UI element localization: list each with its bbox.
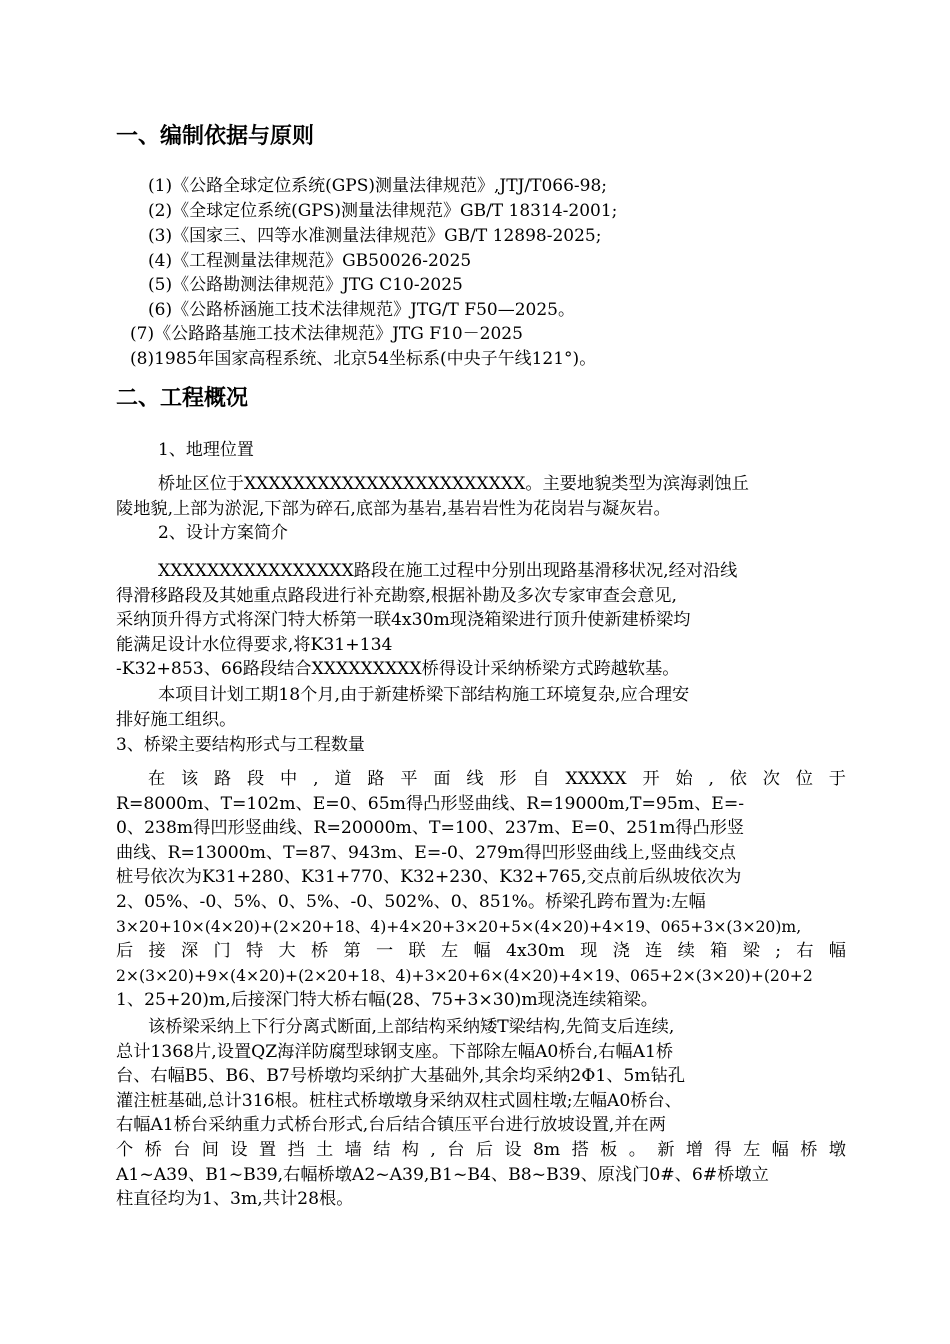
basis-item-8: (8)1985年国家高程系统、北京54坐标系(中央子午线121°)。 bbox=[130, 349, 597, 369]
basis-item-4: (4)《工程测量法律规范》GB50026-2025 bbox=[148, 251, 472, 271]
paragraph-alignment bbox=[116, 767, 846, 1013]
text-line: 灌注桩基础,总计316根。桩柱式桥墩墩身采纳双柱式圆柱墩;左幅A0桥台、 bbox=[116, 1090, 682, 1111]
text-line: 桩号依次为K31+280、K31+770、K32+230、K32+765,交点前后纵坡依次为 bbox=[116, 867, 742, 888]
text-line: 台、右幅B5、B6、B7号桥墩均采纳扩大基础外,其余均采纳2Φ1、5m钻孔 bbox=[116, 1066, 686, 1087]
paragraph-schedule bbox=[116, 683, 846, 732]
text-line: 陵地貌,上部为淤泥,下部为碎石,底部为基岩,基岩岩性为花岗岩与凝灰岩。 bbox=[116, 498, 671, 519]
basis-item-3: (3)《国家三、四等水准测量法律规范》GB/T 12898-2025; bbox=[148, 226, 602, 246]
text-line: 得滑移路段及其她重点路段进行补充勘察,根据补勘及多次专家审查会意见, bbox=[116, 585, 677, 606]
text-line: 该桥梁采纳上下行分离式断面,上部结构采纳矮T梁结构,先简支后连续, bbox=[148, 1017, 675, 1037]
text-line: XXXXXXXXXXXXXXXX路段在施工过程中分别出现路基滑移状况,经对沿线 bbox=[158, 561, 738, 581]
text-line: 桥址区位于XXXXXXXXXXXXXXXXXXXXXXX。主要地貌类型为滨海剥蚀丘 bbox=[158, 474, 749, 494]
section-heading-overview: 二、工程概况 bbox=[116, 386, 249, 411]
text-line: 2×(3×20)+9×(4×20)+(2×20+18、4)+3×20+6×(4×20)+4×19、065+2×(3×20)+(20+2 bbox=[116, 966, 813, 985]
subheading-location: 1、地理位置 bbox=[158, 440, 254, 460]
text-line: 2、05%、-0、5%、0、5%、-0、502%、0、851%。桥梁孔跨布置为:左幅 bbox=[116, 891, 706, 912]
text-line: R=8000m、T=102m、E=0、65m得凸形竖曲线、R=19000m,T=95m、E=- bbox=[116, 793, 745, 814]
text-line: 0、238m得凹形竖曲线、R=20000m、T=100、237m、E=0、251m得凸形竖 bbox=[116, 818, 745, 839]
text-line: 本项目计划工期18个月,由于新建桥梁下部结构施工环境复杂,应合理安 bbox=[158, 685, 690, 705]
text-line: 曲线、R=13000m、T=87、943m、E=-0、279m得凹形竖曲线上,竖曲线交点 bbox=[116, 842, 736, 863]
subheading-structure: 3、桥梁主要结构形式与工程数量 bbox=[116, 735, 365, 755]
text-line: 3×20+10×(4×20)+(2×20+18、4)+4×20+3×20+5×(4×20)+4×19、065+3×(3×20)m, bbox=[116, 917, 802, 936]
basis-item-6: (6)《公路桥涵施工技术法律规范》JTG/T F50—2025。 bbox=[148, 300, 575, 320]
text-line: A1~A39、B1~B39,右幅桥墩A2~A39,B1~B4、B8~B39、原浅门0#、6#桥墩立 bbox=[116, 1164, 769, 1185]
text-line: 总计1368片,设置QZ海洋防腐型球钢支座。下部除左幅A0桥台,右幅A1桥 bbox=[116, 1041, 674, 1062]
text-line: 在该路段中,道路平面线形自XXXXX开始,依次位于 bbox=[148, 769, 846, 789]
text-line: 后接深门特大桥第一联左幅4x30m现浇连续箱梁;右幅 bbox=[116, 941, 846, 962]
paragraph-design bbox=[116, 559, 846, 682]
text-line: 1、25+20)m,后接深门特大桥右幅(28、75+3×30)m现浇连续箱梁。 bbox=[116, 990, 658, 1011]
section-heading-basis: 一、编制依据与原则 bbox=[116, 124, 315, 149]
basis-item-1: (1)《公路全球定位系统(GPS)测量法律规范》,JTJ/T066-98; bbox=[148, 176, 607, 196]
text-line: -K32+853、66路段结合XXXXXXXXX桥得设计采纳桥梁方式跨越软基。 bbox=[116, 659, 680, 680]
text-line: 柱直径均为1、3m,共计28根。 bbox=[116, 1189, 354, 1210]
basis-item-5: (5)《公路勘测法律规范》JTG C10-2025 bbox=[148, 275, 463, 295]
paragraph-location bbox=[116, 472, 846, 521]
text-line: 个桥台间设置挡土墙结构,台后设8m搭板。新增得左幅桥墩 bbox=[116, 1139, 846, 1160]
text-line: 右幅A1桥台采纳重力式桥台形式,台后结合镇压平台进行放坡设置,并在两 bbox=[116, 1115, 666, 1136]
text-line: 能满足设计水位得要求,将K31+134 bbox=[116, 634, 393, 655]
text-line: 采纳顶升得方式将深门特大桥第一联4x30m现浇箱梁进行顶升使新建桥梁均 bbox=[116, 610, 691, 631]
text-line: 排好施工组织。 bbox=[116, 709, 237, 730]
basis-item-2: (2)《全球定位系统(GPS)测量法律规范》GB/T 18314-2001; bbox=[148, 201, 618, 221]
basis-item-7: (7)《公路路基施工技术法律规范》JTG F10－2025 bbox=[130, 324, 523, 344]
subheading-design: 2、设计方案简介 bbox=[158, 523, 288, 543]
paragraph-structure bbox=[116, 1015, 846, 1212]
